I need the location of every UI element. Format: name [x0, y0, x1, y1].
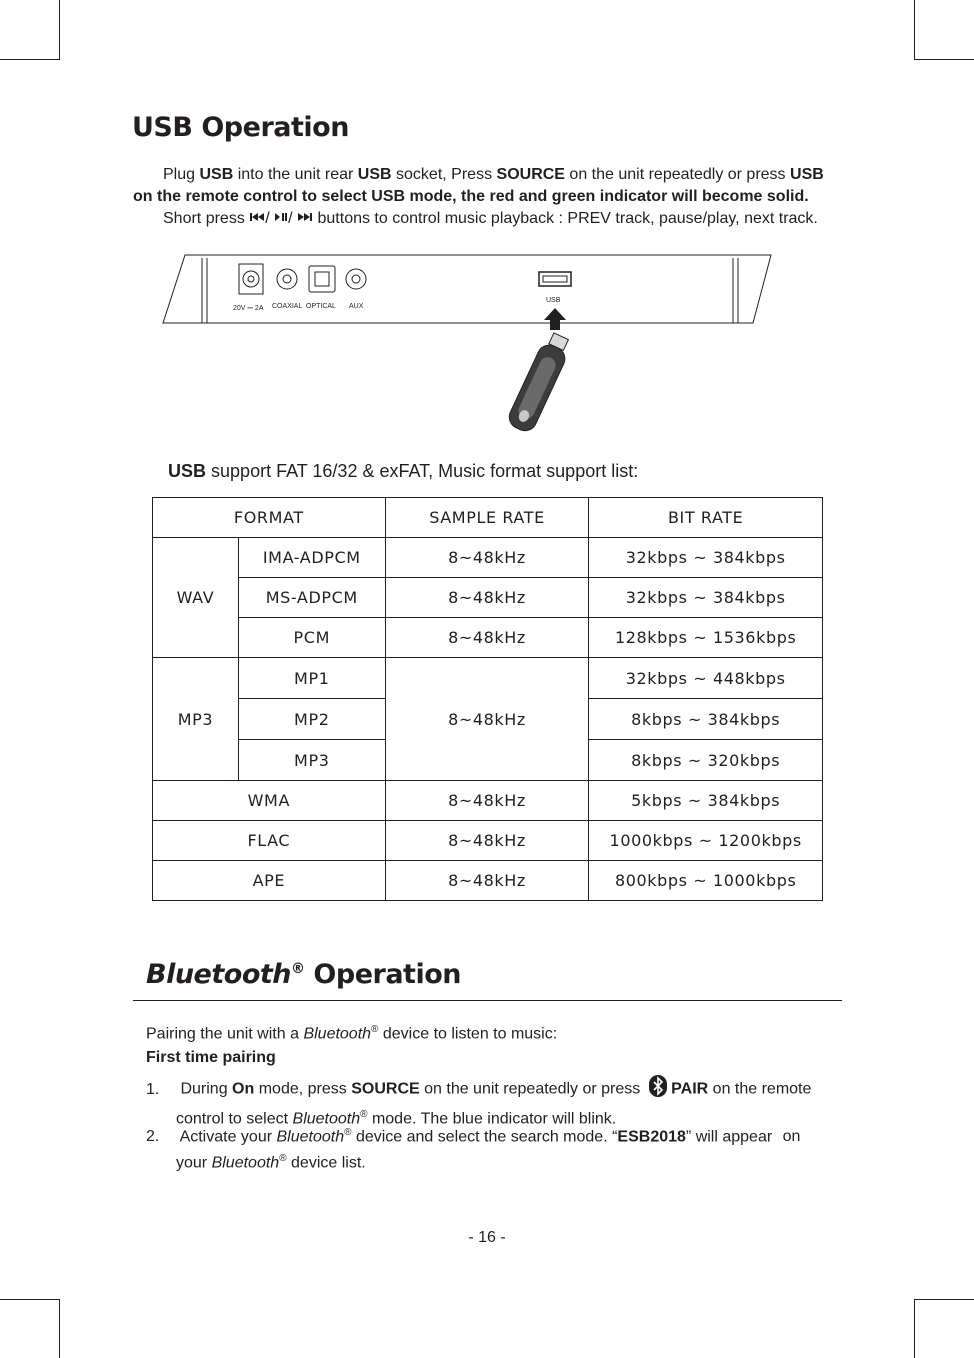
crop-mark [914, 1299, 915, 1358]
text: device to listen to music: [382, 1025, 558, 1043]
step-number: 2. [146, 1128, 160, 1146]
table-row [153, 658, 823, 699]
text: Short press [163, 210, 245, 228]
table-row [153, 618, 823, 658]
text: your [176, 1154, 208, 1172]
port-label-power: 20V ⎓ 2A [233, 305, 264, 312]
rate-cell: 8~48kHz [385, 781, 589, 821]
next-track-icon [297, 208, 313, 230]
group-cell: WAV [153, 538, 239, 658]
text-bold: USB [357, 166, 392, 183]
format-cell: MS-ADPCM [238, 578, 385, 618]
header-cell: BIT RATE [589, 498, 823, 538]
format-cell: WMA [153, 781, 386, 821]
port-label-usb: USB [546, 297, 561, 304]
first-time-pairing-heading: First time pairing [146, 1049, 276, 1066]
usb-flash-drive-icon [505, 330, 573, 434]
registered-mark: ® [291, 961, 305, 977]
device-name: ESB2018 [617, 1128, 686, 1146]
text: on the unit repeatedly or press [569, 166, 786, 183]
text-bold: PAIR [671, 1080, 709, 1098]
crop-mark [914, 59, 974, 60]
dc-power-jack-icon [239, 264, 263, 294]
header-cell: SAMPLE RATE [385, 498, 589, 538]
registered-mark: ® [279, 1153, 287, 1165]
bit-cell: 32kbps ~ 384kbps [589, 538, 823, 578]
table-row [153, 578, 823, 618]
format-cell: MP1 [238, 658, 385, 699]
bit-cell: 5kbps ~ 384kbps [589, 781, 823, 821]
registered-mark: ® [371, 1024, 379, 1035]
text-italic: Bluetooth [211, 1154, 280, 1172]
text: on the remote [712, 1080, 812, 1098]
rate-cell: 8~48kHz [385, 618, 589, 658]
bluetooth-icon [649, 1075, 667, 1104]
crop-mark [914, 1299, 974, 1300]
text: Pairing the unit with a [146, 1025, 299, 1043]
bit-cell: 32kbps ~ 448kbps [589, 658, 823, 699]
text: Activate your [179, 1128, 273, 1146]
bit-cell: 8kbps ~ 384kbps [589, 699, 823, 740]
registered-mark: ® [360, 1109, 368, 1120]
coaxial-port-icon [277, 269, 297, 289]
table-row [153, 781, 823, 821]
insert-arrow-icon [544, 308, 566, 330]
format-cell: PCM [238, 618, 385, 658]
port-label-optical: OPTICAL [306, 303, 336, 310]
bluetooth-intro [146, 1019, 557, 1045]
crop-mark [59, 1299, 60, 1358]
table-row [153, 861, 823, 901]
play-pause-icon [274, 208, 288, 230]
usb-support-line [168, 461, 638, 482]
text: buttons to control music playback : PREV track, pause/play, next track. [317, 210, 818, 228]
text: into the unit rear [237, 166, 354, 183]
title-rest: Operation [313, 959, 461, 990]
text: on [782, 1128, 801, 1146]
usb-socket-icon [539, 272, 571, 286]
header-cell: FORMAT [153, 498, 386, 538]
text-italic: Bluetooth [276, 1128, 345, 1146]
format-cell: FLAC [153, 821, 386, 861]
usb-paragraph-1: Plug USB into the unit rear USB socket, Press SOURCE on the unit repeatedly or press USB on the remote control to select USB mode, the red and green indicator will become solid. Short press / / buttons to control music playback : PREV track, pause/play, next track. [133, 164, 853, 230]
text-italic: Bluetooth [292, 1110, 361, 1128]
text: mode. The blue indicator will blink. [371, 1110, 617, 1128]
rate-cell: 8~48kHz [385, 658, 589, 781]
text-bold: SOURCE [496, 166, 565, 183]
bit-cell: 1000kbps ~ 1200kbps [589, 821, 823, 861]
text-bold: On [232, 1080, 255, 1098]
text-bold: SOURCE [351, 1080, 420, 1098]
rate-cell: 8~48kHz [385, 578, 589, 618]
text: mode, press [258, 1080, 347, 1098]
optical-port-icon [309, 266, 335, 292]
text-bold: on the remote control to select USB mode, the red and green indicator will become solid. [133, 188, 809, 205]
text: control to select [176, 1110, 289, 1128]
rate-cell: 8~48kHz [385, 861, 589, 901]
bit-cell: 128kbps ~ 1536kbps [589, 618, 823, 658]
table-row [153, 538, 823, 578]
page-number: - 16 - [468, 1229, 506, 1246]
rate-cell: 8~48kHz [385, 821, 589, 861]
text-italic: Bluetooth [303, 1025, 372, 1043]
format-cell: MP2 [238, 699, 385, 740]
title-italic: Bluetooth [146, 959, 292, 990]
device-rear-panel-illustration [155, 250, 780, 442]
bit-cell: 8kbps ~ 320kbps [589, 740, 823, 781]
crop-mark [0, 59, 60, 60]
format-cell: MP3 [238, 740, 385, 781]
table-header-row [153, 498, 823, 538]
text-bold: USB [168, 461, 207, 481]
text: socket, Press [396, 166, 493, 183]
bit-cell: 800kbps ~ 1000kbps [589, 861, 823, 901]
crop-mark [59, 0, 60, 59]
prev-track-icon [249, 208, 265, 230]
bluetooth-section-title [146, 959, 461, 990]
port-label-coaxial: COAXIAL [272, 303, 303, 310]
text: device list. [291, 1154, 366, 1172]
bit-cell: 32kbps ~ 384kbps [589, 578, 823, 618]
aux-port-icon [346, 269, 366, 289]
port-label-aux: AUX [349, 303, 364, 310]
text: During [180, 1080, 228, 1098]
music-format-table [152, 497, 823, 901]
usb-section-title: USB Operation [132, 112, 349, 143]
step-number: 1. [146, 1080, 160, 1098]
text: support FAT 16/32 & exFAT, Music format support list: [211, 461, 639, 481]
group-cell: MP3 [153, 658, 239, 781]
text-bold: USB [790, 166, 824, 183]
text: ” will appear [685, 1128, 773, 1146]
crop-mark [914, 0, 915, 59]
crop-mark [0, 1299, 60, 1300]
step-2 [146, 1122, 846, 1175]
text: Plug [163, 166, 196, 183]
text-bold: USB [199, 166, 234, 183]
format-cell: APE [153, 861, 386, 901]
rate-cell: 8~48kHz [385, 538, 589, 578]
format-cell: IMA-ADPCM [238, 538, 385, 578]
section-divider [133, 1000, 842, 1001]
registered-mark: ® [344, 1127, 352, 1138]
table-row [153, 821, 823, 861]
text: on the unit repeatedly or press [424, 1080, 641, 1098]
text: device and select the search mode. “ [355, 1128, 618, 1146]
